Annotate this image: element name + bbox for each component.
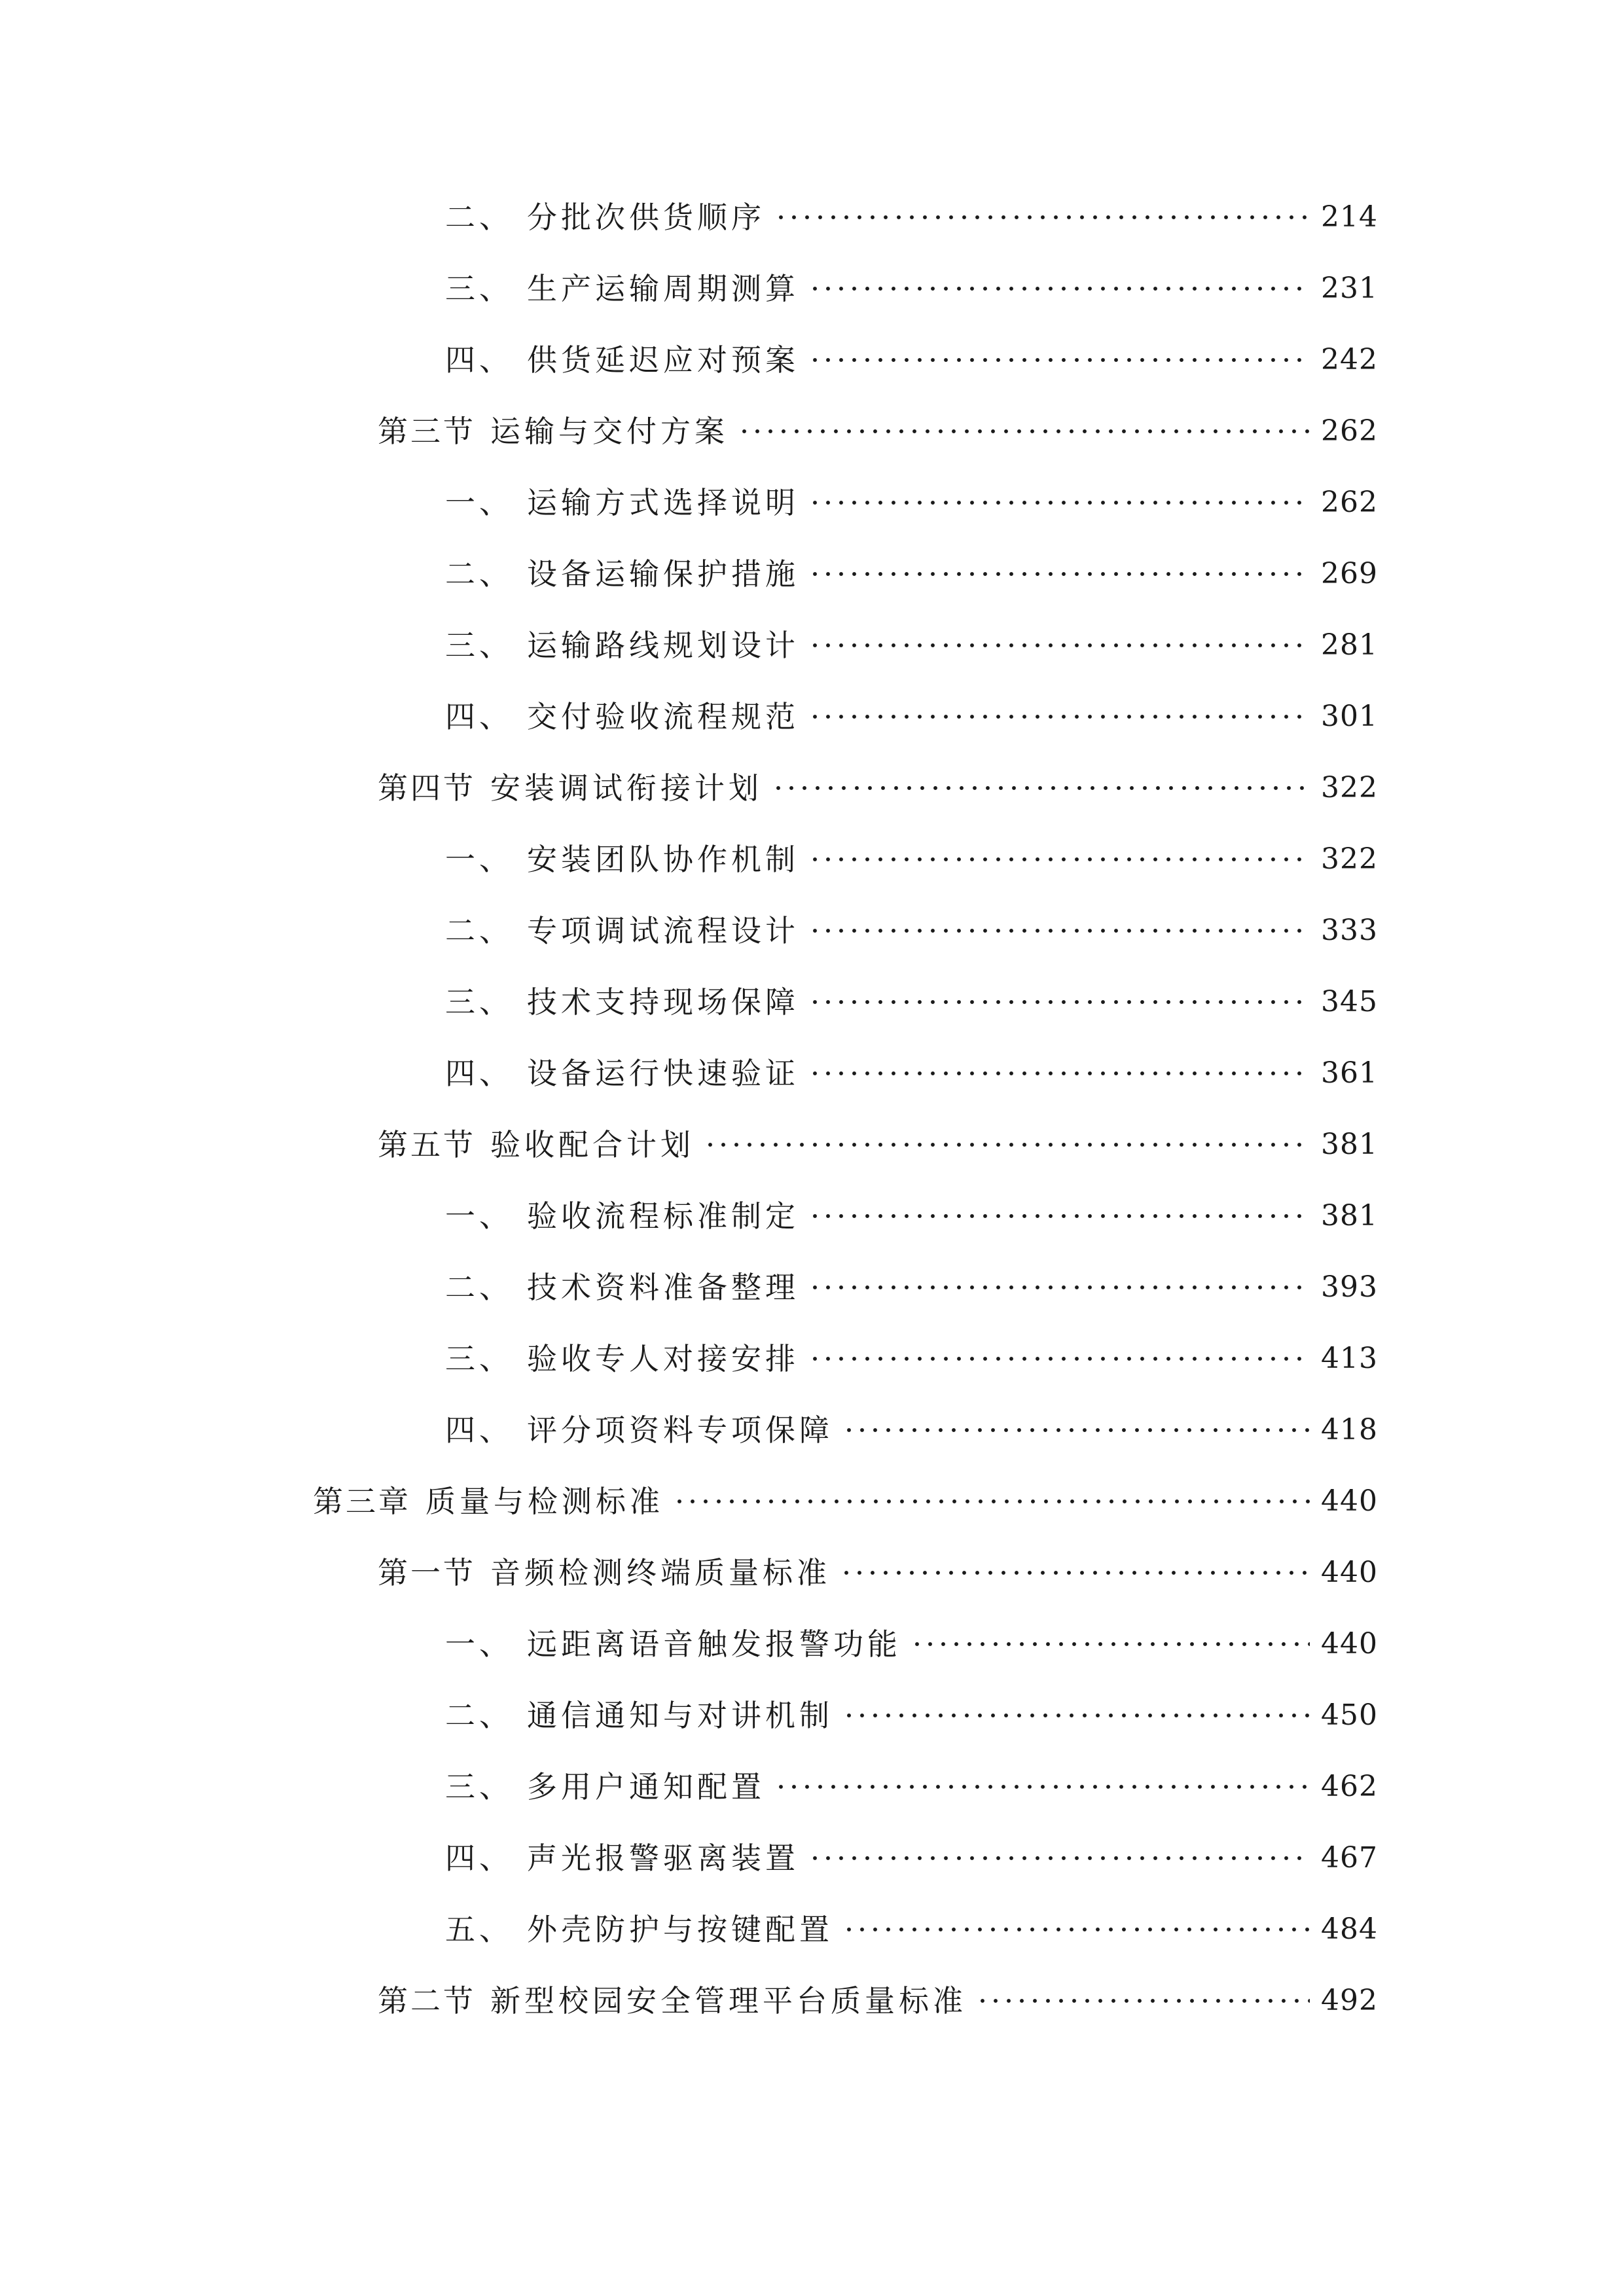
toc-entry-title: 交付验收流程规范	[527, 699, 799, 734]
toc-entry-number: 三、	[445, 271, 513, 306]
toc-entry[interactable]	[445, 1047, 1378, 1100]
toc-entry[interactable]	[445, 548, 1378, 600]
toc-entry-title: 新型校园安全管理平台质量标准	[490, 1983, 967, 2018]
toc-entry-title: 运输与交付方案	[490, 414, 729, 449]
toc-entry-number: 第三节	[378, 414, 476, 449]
toc-entry-title: 质量与检测标准	[425, 1484, 664, 1519]
toc-entry-number: 三、	[445, 1769, 513, 1804]
dot-leader	[772, 762, 1310, 814]
toc-entry-number: 二、	[445, 1270, 513, 1305]
toc-entry-number: 四、	[445, 1412, 513, 1448]
dot-leader	[842, 1903, 1310, 1956]
dot-leader	[738, 405, 1310, 457]
toc-entry[interactable]	[445, 476, 1378, 529]
toc-entry-page: 467	[1321, 1841, 1378, 1874]
toc-entry[interactable]	[445, 1689, 1378, 1742]
dot-leader	[808, 619, 1310, 672]
toc-entry-title: 多用户通知配置	[527, 1769, 765, 1804]
toc-entry[interactable]	[445, 619, 1378, 672]
toc-entry-number: 第四节	[378, 770, 476, 806]
toc-entry-page: 231	[1321, 272, 1378, 305]
toc-entry[interactable]	[378, 1547, 1378, 1599]
toc-entry[interactable]	[445, 1761, 1378, 1813]
toc-entry-title: 远距离语音触发报警功能	[527, 1626, 901, 1662]
toc-entry[interactable]	[445, 262, 1378, 315]
dot-leader	[842, 1689, 1310, 1742]
toc-entry-title: 安装调试衔接计划	[490, 770, 763, 806]
toc-entry[interactable]	[445, 1333, 1378, 1385]
toc-entry-title: 通信通知与对讲机制	[527, 1698, 833, 1733]
toc-entry-page: 242	[1321, 343, 1378, 376]
toc-entry-title: 安装团队协作机制	[527, 842, 799, 877]
toc-entry-number: 一、	[445, 842, 513, 877]
toc-entry-page: 484	[1321, 1912, 1378, 1946]
toc-entry-page: 418	[1321, 1413, 1378, 1446]
toc-entry-title: 技术支持现场保障	[527, 984, 799, 1020]
toc-entry-number: 第一节	[378, 1555, 476, 1590]
toc-entry-number: 四、	[445, 699, 513, 734]
toc-entry-number: 三、	[445, 984, 513, 1020]
toc-entry-page: 381	[1321, 1199, 1378, 1232]
toc-entry-number: 四、	[445, 342, 513, 378]
toc-entry-title: 运输方式选择说明	[527, 485, 799, 520]
toc-entry-title: 验收配合计划	[490, 1127, 695, 1162]
toc-entry-page: 322	[1321, 771, 1378, 804]
toc-entry-page: 333	[1321, 914, 1378, 947]
toc-entry-number: 五、	[445, 1912, 513, 1947]
dot-leader	[808, 548, 1310, 600]
dot-leader	[774, 1761, 1310, 1813]
toc-entry-title: 运输路线规划设计	[527, 628, 799, 663]
toc-entry[interactable]	[313, 1475, 1378, 1528]
toc-entry[interactable]	[445, 334, 1378, 386]
toc-entry-page: 214	[1321, 200, 1378, 234]
toc-entry[interactable]	[445, 833, 1378, 886]
toc-entry[interactable]	[445, 1832, 1378, 1884]
toc-entry-page: 492	[1321, 1984, 1378, 2017]
dot-leader	[808, 334, 1310, 386]
toc-entry-title: 技术资料准备整理	[527, 1270, 799, 1305]
toc-entry-title: 声光报警驱离装置	[527, 1840, 799, 1876]
toc-entry-title: 音频检测终端质量标准	[490, 1555, 831, 1590]
toc-entry-title: 生产运输周期测算	[527, 271, 799, 306]
toc-entry-title: 验收专人对接安排	[527, 1341, 799, 1376]
toc-entry-number: 四、	[445, 1840, 513, 1876]
dot-leader	[808, 1333, 1310, 1385]
toc-entry-title: 评分项资料专项保障	[527, 1412, 833, 1448]
dot-leader	[976, 1975, 1310, 2027]
toc-entry-number: 二、	[445, 913, 513, 948]
toc-entry-page: 440	[1321, 1627, 1378, 1660]
dot-leader	[673, 1475, 1310, 1528]
toc-entry-number: 二、	[445, 1698, 513, 1733]
toc-entry-title: 供货延迟应对预案	[527, 342, 799, 378]
toc-entry-number: 三、	[445, 1341, 513, 1376]
toc-entry-title: 分批次供货顺序	[527, 200, 765, 235]
dot-leader	[774, 191, 1310, 243]
dot-leader	[704, 1119, 1310, 1171]
toc-entry-page: 361	[1321, 1056, 1378, 1090]
dot-leader	[808, 1190, 1310, 1242]
toc-entry-title: 设备运行快速验证	[527, 1056, 799, 1091]
toc-entry[interactable]	[445, 905, 1378, 957]
dot-leader	[808, 1261, 1310, 1314]
toc-entry-page: 269	[1321, 557, 1378, 590]
dot-leader	[808, 833, 1310, 886]
toc-entry-number: 第二节	[378, 1983, 476, 2018]
toc-entry[interactable]	[378, 405, 1378, 457]
toc-entry[interactable]	[445, 1190, 1378, 1242]
toc-entry[interactable]	[445, 1618, 1378, 1670]
toc-entry[interactable]	[445, 1261, 1378, 1314]
toc-entry[interactable]	[378, 1975, 1378, 2027]
toc-entry-page: 450	[1321, 1698, 1378, 1732]
dot-leader	[808, 476, 1310, 529]
toc-entry-number: 一、	[445, 485, 513, 520]
toc-entry-number: 第五节	[378, 1127, 476, 1162]
toc-entry[interactable]	[445, 1404, 1378, 1456]
dot-leader	[808, 976, 1310, 1028]
toc-entry-number: 四、	[445, 1056, 513, 1091]
toc-entry[interactable]	[378, 1119, 1378, 1171]
toc-entry[interactable]	[445, 1903, 1378, 1956]
toc-entry-page: 301	[1321, 700, 1378, 733]
dot-leader	[840, 1547, 1310, 1599]
toc-entry-page: 393	[1321, 1270, 1378, 1304]
toc-entry-title: 验收流程标准制定	[527, 1198, 799, 1234]
dot-leader	[911, 1618, 1310, 1670]
toc-entry-page: 381	[1321, 1128, 1378, 1161]
toc-entry-page: 262	[1321, 486, 1378, 519]
toc-entry-page: 413	[1321, 1342, 1378, 1375]
dot-leader	[808, 262, 1310, 315]
toc-entry-number: 二、	[445, 200, 513, 235]
toc-entry-page: 281	[1321, 628, 1378, 662]
toc-entry-number: 二、	[445, 556, 513, 592]
toc-entry[interactable]	[378, 762, 1378, 814]
toc-entry[interactable]	[445, 691, 1378, 743]
toc-entry-number: 第三章	[313, 1484, 411, 1519]
toc-entry-number: 一、	[445, 1626, 513, 1662]
dot-leader	[808, 905, 1310, 957]
toc-entry-page: 462	[1321, 1770, 1378, 1803]
toc-entry-page: 262	[1321, 414, 1378, 448]
dot-leader	[808, 691, 1310, 743]
toc-entry-page: 440	[1321, 1556, 1378, 1589]
toc-entry-title: 外壳防护与按键配置	[527, 1912, 833, 1947]
toc-entry[interactable]	[445, 191, 1378, 243]
toc-entry-page: 345	[1321, 985, 1378, 1018]
toc-entry-title: 设备运输保护措施	[527, 556, 799, 592]
dot-leader	[842, 1404, 1310, 1456]
dot-leader	[808, 1047, 1310, 1100]
dot-leader	[808, 1832, 1310, 1884]
toc-entry-title: 专项调试流程设计	[527, 913, 799, 948]
toc-entry[interactable]	[445, 976, 1378, 1028]
toc-entry-number: 一、	[445, 1198, 513, 1234]
toc-entry-page: 440	[1321, 1484, 1378, 1518]
toc-entry-number: 三、	[445, 628, 513, 663]
toc-entry-page: 322	[1321, 842, 1378, 876]
